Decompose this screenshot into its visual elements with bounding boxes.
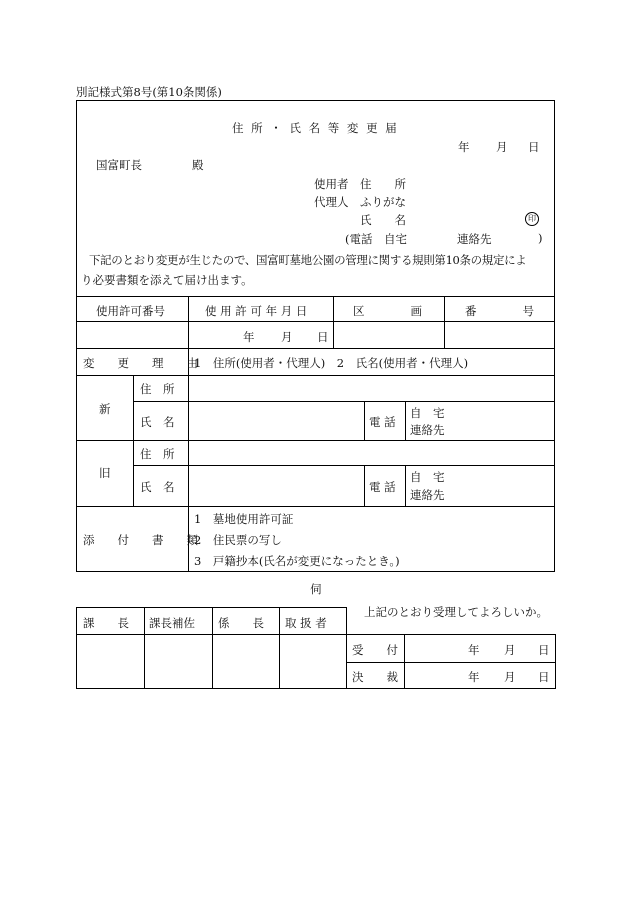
form-number: 別記様式第8号(第10条関係): [76, 85, 222, 99]
col-section: 区 画: [353, 304, 422, 318]
approval-col-assistant-manager: 課長補佐: [149, 616, 195, 630]
new-contact-label: 連絡先: [410, 423, 445, 437]
new-phone-label: 電 話: [369, 415, 396, 429]
date-month: 月: [496, 140, 508, 154]
permit-date-month: 月: [281, 330, 293, 344]
applicant-furigana-label: ふりがな: [360, 195, 406, 209]
date-year: 年: [458, 140, 470, 154]
applicant-name-label: 氏 名: [360, 213, 406, 227]
old-name-label: 氏 名: [140, 480, 175, 494]
decided-day: 日: [538, 670, 550, 684]
body-text-line1: 下記のとおり変更が生じたので、国富町墓地公園の管理に関する規則第10条の規定によ: [89, 253, 527, 267]
applicant-role-user: 使用者: [314, 177, 349, 191]
notification-form: [76, 100, 555, 572]
received-label: 受 付: [352, 643, 398, 657]
received-day: 日: [538, 643, 550, 657]
old-home-label: 自 宅: [410, 470, 445, 484]
addressee: 国富町長: [96, 158, 142, 172]
honorific: 殿: [192, 158, 204, 172]
date-day: 日: [528, 140, 540, 154]
approval-col-chief: 係 長: [218, 616, 264, 630]
decided-month: 月: [504, 670, 516, 684]
decided-year: 年: [468, 670, 480, 684]
phone-prefix: (電話 自宅: [345, 232, 407, 246]
phone-suffix: ): [538, 231, 543, 245]
old-phone-label: 電 話: [369, 480, 396, 494]
col-number: 番 号: [465, 304, 534, 318]
inquiry-statement: 上記のとおり受理してよろしいか。: [364, 605, 548, 619]
applicant-role-agent: 代理人: [314, 195, 349, 209]
applicant-address-label: 住 所: [360, 177, 406, 191]
new-name-label: 氏 名: [140, 415, 175, 429]
body-text-line2: り必要書類を添えて届け出ます。: [81, 273, 253, 287]
approval-col-handler: 取 扱 者: [285, 616, 327, 630]
new-label: 新: [99, 402, 111, 416]
receipt-table: [346, 634, 556, 689]
new-home-label: 自 宅: [410, 406, 445, 420]
old-address-label: 住 所: [140, 447, 175, 461]
attachment-item: 1 墓地使用許可証: [194, 512, 294, 526]
approval-table: [76, 607, 347, 689]
received-year: 年: [468, 643, 480, 657]
old-label: 旧: [99, 466, 111, 480]
decided-label: 決 裁: [352, 670, 398, 684]
col-permit-number: 使用許可番号: [96, 304, 165, 318]
approval-col-manager: 課 長: [83, 616, 129, 630]
new-address-label: 住 所: [140, 382, 175, 396]
col-permit-date: 使 用 許 可 年 月 日: [205, 304, 308, 318]
seal-mark: 印: [525, 212, 539, 226]
received-month: 月: [504, 643, 516, 657]
attachment-item: 3 戸籍抄本(氏名が変更になったとき。): [194, 554, 400, 568]
attachment-item: 2 住民票の写し: [194, 533, 282, 547]
old-contact-label: 連絡先: [410, 488, 445, 502]
reason-label: 変 更 理 由: [83, 356, 198, 370]
inquiry-title: 伺: [310, 582, 322, 596]
permit-date-day: 日: [317, 330, 329, 344]
attachments-label: 添 付 書 類: [83, 533, 198, 547]
form-title: 住 所 ・ 氏 名 等 変 更 届: [232, 121, 399, 135]
reason-options: 1 住所(使用者・代理人) 2 氏名(使用者・代理人): [194, 356, 469, 370]
phone-contact-label: 連絡先: [457, 232, 492, 246]
permit-date-year: 年: [243, 330, 255, 344]
